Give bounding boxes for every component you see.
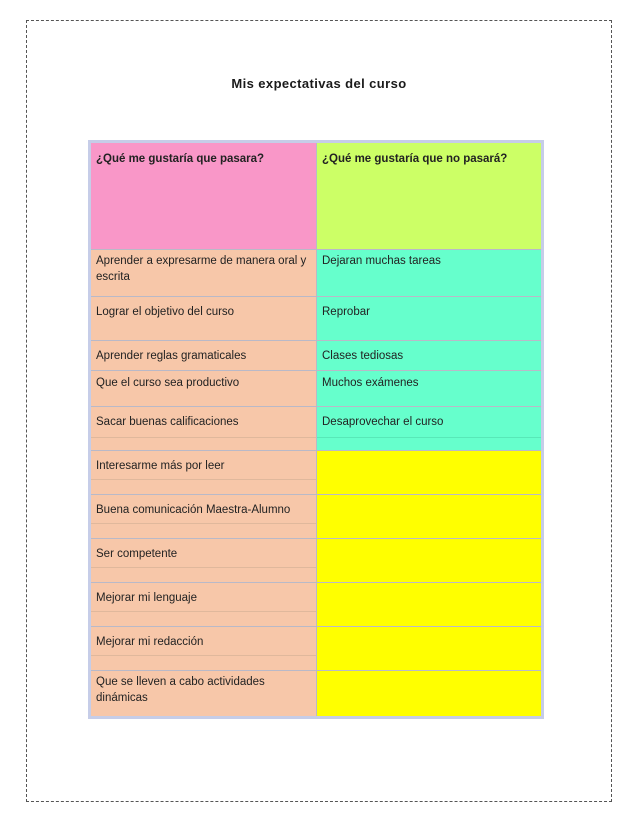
wish-cell: Lograr el objetivo del curso xyxy=(91,297,317,341)
wish-cell: Que se lleven a cabo actividades dinámicas xyxy=(91,671,317,716)
header-fears: ¿Qué me gustaría que no pasará? xyxy=(317,143,541,250)
wish-cell: Aprender a expresarme de manera oral y escrita xyxy=(91,250,317,297)
table-row xyxy=(91,250,541,297)
cell-subline xyxy=(91,655,316,656)
wish-cell xyxy=(91,627,317,671)
table-row xyxy=(91,627,541,671)
wish-cell xyxy=(91,407,317,451)
table-header-row xyxy=(91,143,541,250)
fear-cell xyxy=(317,495,541,539)
wish-cell xyxy=(91,583,317,627)
cell-subline xyxy=(91,523,316,524)
wish-text: Interesarme más por leer xyxy=(96,460,225,472)
cell-subline xyxy=(317,437,541,438)
fear-cell xyxy=(317,627,541,671)
wish-cell xyxy=(91,539,317,583)
fear-cell xyxy=(317,539,541,583)
cell-subline xyxy=(91,611,316,612)
table-row xyxy=(91,451,541,495)
wish-cell: Aprender reglas gramaticales xyxy=(91,341,317,371)
expectations-table xyxy=(88,140,544,719)
table-row xyxy=(91,583,541,627)
fear-cell: Dejaran muchas tareas xyxy=(317,250,541,297)
cell-subline xyxy=(91,567,316,568)
fear-cell: Clases tediosas xyxy=(317,341,541,371)
fear-cell xyxy=(317,671,541,716)
wish-cell: Que el curso sea productivo xyxy=(91,371,317,407)
header-wishes: ¿Qué me gustaría que pasara? xyxy=(91,143,317,250)
fear-text: Desaprovechar el curso xyxy=(322,416,444,428)
wish-text: Ser competente xyxy=(96,548,178,560)
fear-cell xyxy=(317,407,541,451)
table-row xyxy=(91,407,541,451)
wish-cell xyxy=(91,451,317,495)
cell-subline xyxy=(91,437,316,438)
wish-cell xyxy=(91,495,317,539)
document-title: Mis expectativas del curso xyxy=(231,76,407,91)
fear-cell xyxy=(317,583,541,627)
cell-subline xyxy=(91,479,316,480)
table-row xyxy=(91,495,541,539)
table-row xyxy=(91,371,541,407)
wish-text: Sacar buenas calificaciones xyxy=(96,416,239,428)
wish-text: Mejorar mi redacción xyxy=(96,636,204,648)
fear-cell xyxy=(317,451,541,495)
table-row xyxy=(91,539,541,583)
wish-text: Mejorar mi lenguaje xyxy=(96,592,197,604)
table-row xyxy=(91,297,541,341)
table-row xyxy=(91,341,541,371)
table-row xyxy=(91,671,541,716)
wish-text: Buena comunicación Maestra-Alumno xyxy=(96,504,291,516)
fear-cell: Muchos exámenes xyxy=(317,371,541,407)
fear-cell: Reprobar xyxy=(317,297,541,341)
